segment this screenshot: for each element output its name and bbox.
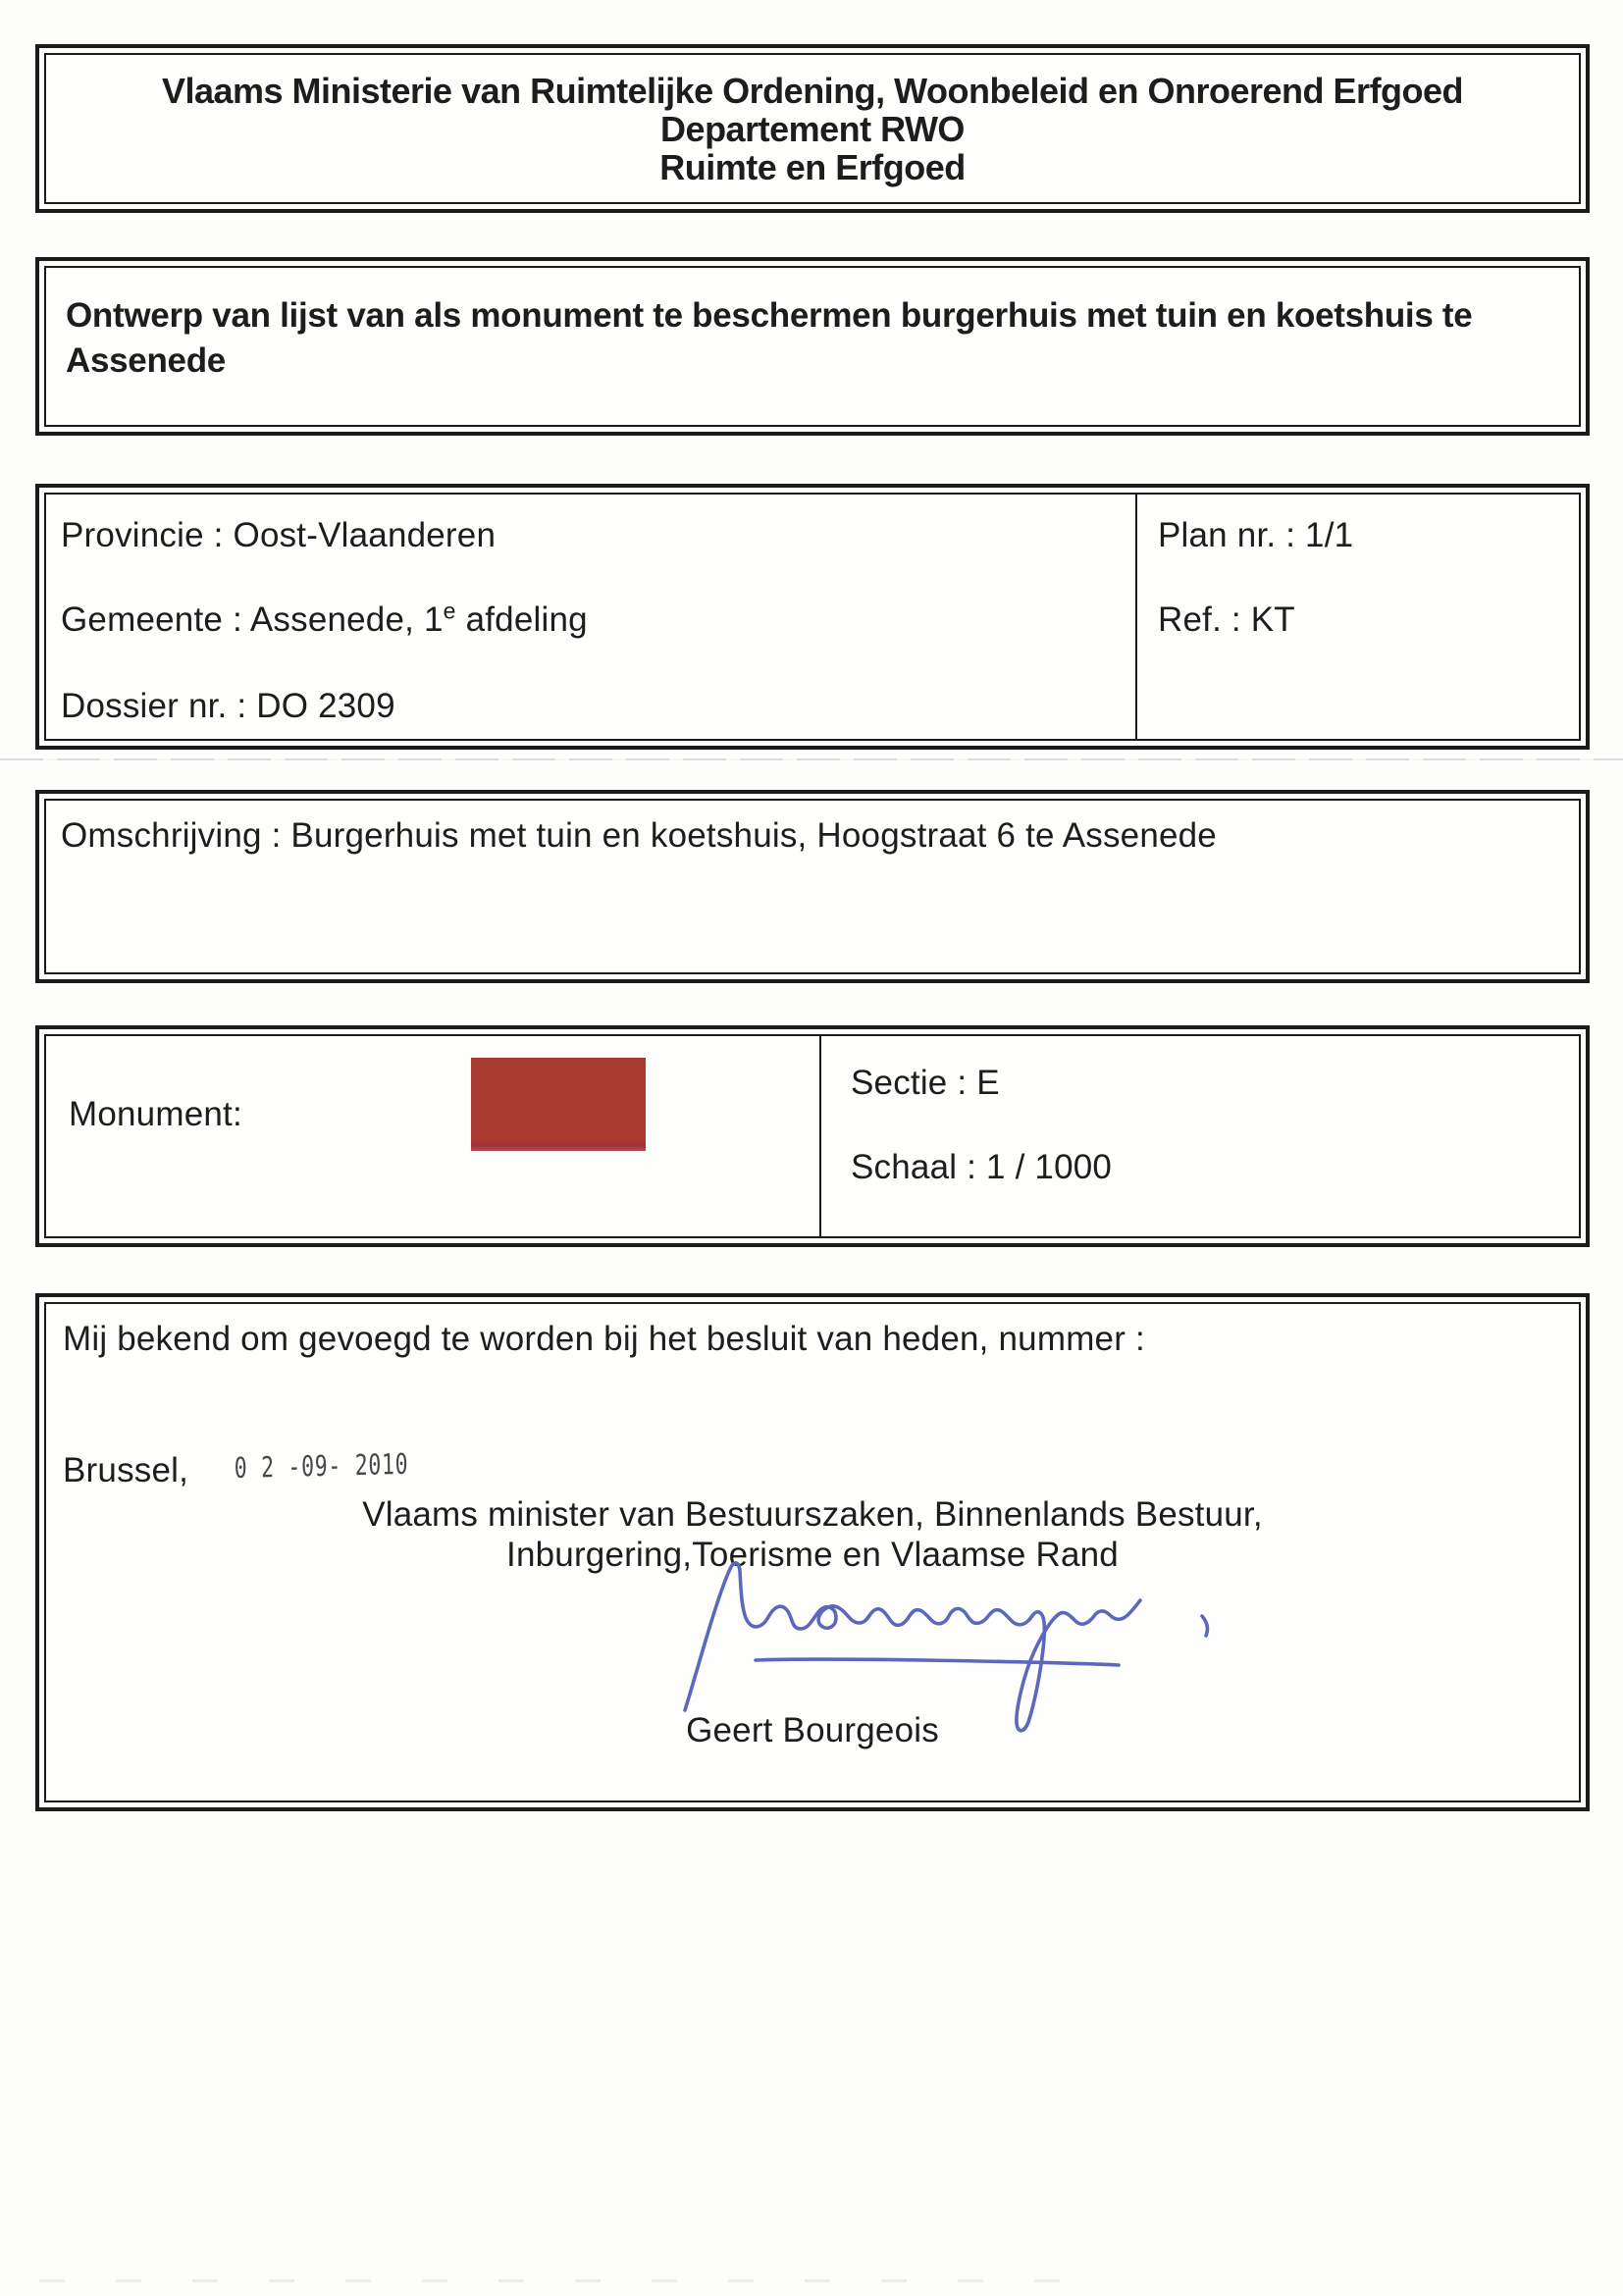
header-box (35, 44, 1590, 213)
municipality-sup: e (443, 598, 456, 624)
monument-legend-box (35, 1025, 1590, 1247)
description-field: Omschrijving : Burgerhuis met tuin en koetshuis, Hoogstraat 6 te Assenede (61, 816, 1217, 855)
info-box-inner (44, 493, 1581, 741)
header-box-inner (44, 53, 1581, 204)
municipality-suffix: afdeling (455, 600, 588, 639)
province-field: Provincie : Oost-Vlaanderen (61, 516, 497, 554)
title-box (35, 257, 1590, 436)
description-box-inner (44, 799, 1581, 974)
scale-field: Schaal : 1 / 1000 (851, 1148, 1113, 1186)
minister-title-line2: Inburgering,Toerisme en Vlaamse Rand (506, 1536, 1119, 1574)
monument-legend-inner (44, 1034, 1581, 1238)
signatory-name: Geert Bourgeois (686, 1711, 939, 1749)
decision-intro: Mij bekend om gevoegd te worden bij het besluit van heden, nummer : (63, 1320, 1145, 1358)
decision-box-inner (44, 1302, 1581, 1802)
date-stamp: 0 2 -09- 2010 (234, 1446, 409, 1485)
document-title: Ontwerp van lijst van als monument te beschermen burgerhuis met tuin en koetshuis te Assenede (66, 296, 1473, 380)
scan-artifact-line (0, 758, 1623, 760)
scan-artifact-noise (39, 2279, 1099, 2282)
minister-title-line1: Vlaams minister van Bestuurszaken, Binnenlands Bestuur, (362, 1495, 1263, 1534)
municipality-text: Gemeente : Assenede, 1 (61, 600, 444, 639)
legend-column-divider (819, 1036, 821, 1236)
title-box-inner (44, 266, 1581, 427)
ministry-name: Vlaams Ministerie van Ruimtelijke Ordening, Woonbeleid en Onroerend Erfgoed (161, 70, 1464, 111)
reference-field: Ref. : KT (1158, 600, 1295, 639)
monument-label: Monument: (69, 1095, 242, 1133)
city-label: Brussel, (63, 1451, 189, 1489)
monument-color-swatch (471, 1058, 646, 1151)
municipality-field (61, 600, 588, 640)
decision-box (35, 1293, 1590, 1811)
info-box (35, 484, 1590, 750)
dossier-field: Dossier nr. : DO 2309 (61, 687, 395, 725)
agency-name: Ruimte en Erfgoed (659, 146, 966, 187)
description-box (35, 790, 1590, 983)
plan-number-field: Plan nr. : 1/1 (1158, 516, 1354, 554)
info-column-divider (1135, 495, 1137, 739)
department-name: Departement RWO (660, 108, 965, 149)
section-field: Sectie : E (851, 1064, 1000, 1102)
